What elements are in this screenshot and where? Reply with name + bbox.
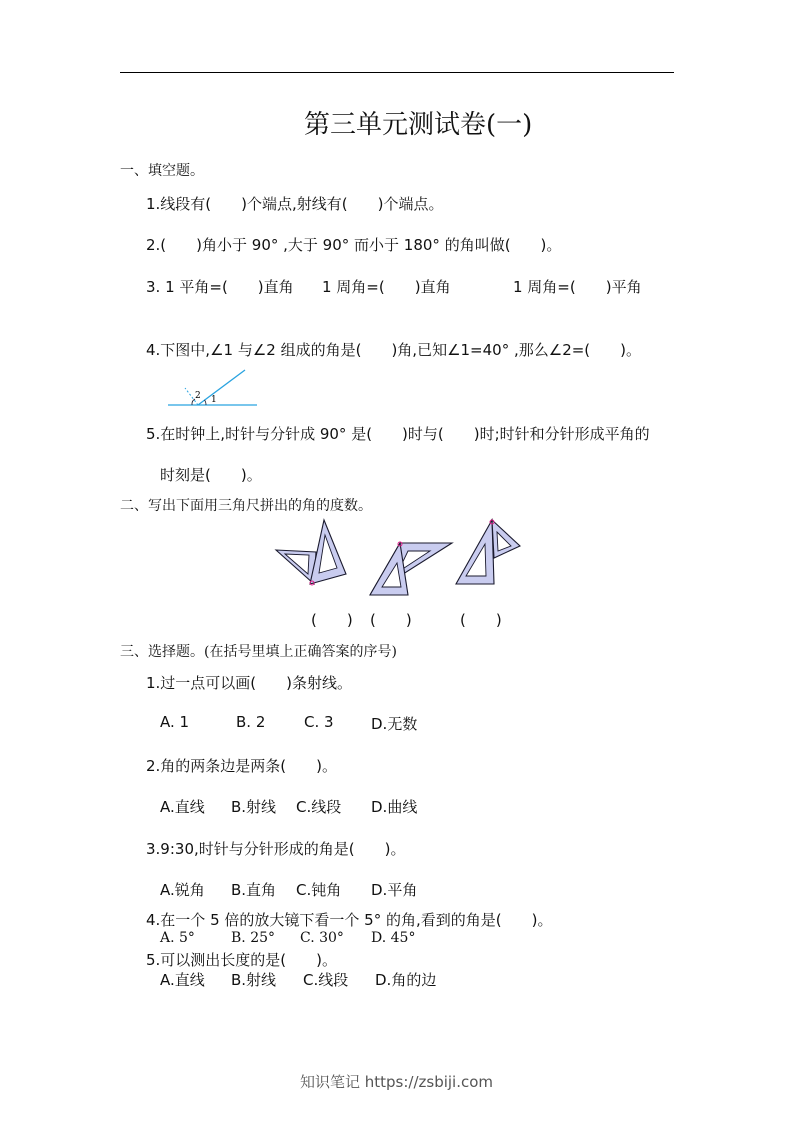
s3-q2-option-a: A.直线 [160, 798, 205, 816]
s1-question-4: 4.下图中,∠1 与∠2 组成的角是( )角,已知∠1=40° ,那么∠2=( )。 [146, 341, 642, 359]
s3-q4-option-b: B. 25° [231, 930, 276, 946]
section2-heading: 二、写出下面用三角尺拼出的角的度数。 [120, 498, 372, 514]
s3-q2-option-c: C.线段 [296, 798, 342, 816]
answer-blank-2: ( ) [370, 611, 412, 629]
ray-line [198, 370, 245, 405]
s3-question-4: 4.在一个 5 倍的放大镜下看一个 5° 的角,看到的角是( )。 [146, 911, 553, 929]
s1-question-2: 2.( )角小于 90° ,大于 90° 而小于 180° 的角叫做( )。 [146, 236, 562, 254]
s3-q2-option-b: B.射线 [231, 798, 277, 816]
s1-question-3c: 1 周角=( )平角 [513, 278, 642, 296]
s3-q5-option-b: B.射线 [231, 971, 277, 989]
s3-question-5: 5.可以测出长度的是( )。 [146, 951, 338, 969]
angle-1-arc [205, 400, 207, 405]
s3-question-3: 3.9:30,时针与分针形成的角是( )。 [146, 840, 406, 858]
header-rule [120, 72, 674, 73]
page-title: 第三单元测试卷(一) [304, 110, 533, 140]
set-square-f [492, 520, 520, 558]
s3-q1-option-d: D.无数 [371, 715, 418, 733]
s3-q4-option-c: C. 30° [300, 930, 344, 946]
s3-q1-option-c: C. 3 [304, 713, 334, 731]
s1-question-1: 1.线段有( )个端点,射线有( )个端点。 [146, 195, 444, 213]
s1-question-3b: 1 周角=( )直角 [322, 278, 451, 296]
angle-figure [165, 366, 265, 410]
s3-q5-option-c: C.线段 [303, 971, 349, 989]
section1-heading: 一、填空题。 [120, 163, 204, 179]
set-square-figure-2 [364, 538, 454, 598]
s3-q1-option-a: A. 1 [160, 713, 190, 731]
answer-blank-3: ( ) [460, 611, 502, 629]
s3-q3-option-d: D.平角 [371, 881, 418, 899]
s3-q3-option-c: C.钝角 [296, 881, 342, 899]
s1-question-5-line2: 时刻是( )。 [160, 466, 262, 484]
set-square-figure-3 [454, 518, 524, 590]
s1-question-5-line1: 5.在时钟上,时针与分针成 90° 是( )时与( )时;时针和分针形成平角的 [146, 425, 650, 443]
answer-blank-1: ( ) [311, 611, 353, 629]
s1-question-3a: 3. 1 平角=( )直角 [146, 278, 294, 296]
set-square-a-hole [285, 554, 309, 574]
set-square-figure-1 [274, 518, 350, 590]
angle-2-label: 2 [195, 391, 201, 401]
s3-q5-option-d: D.角的边 [375, 971, 437, 989]
s3-q3-option-b: B.直角 [231, 881, 277, 899]
s3-question-2: 2.角的两条边是两条( )。 [146, 757, 338, 775]
section3-heading: 三、选择题。(在括号里填上正确答案的序号) [120, 644, 397, 660]
s3-q3-option-a: A.锐角 [160, 881, 205, 899]
s3-question-1: 1.过一点可以画( )条射线。 [146, 674, 353, 692]
s3-q5-option-a: A.直线 [160, 971, 205, 989]
s3-q2-option-d: D.曲线 [371, 798, 418, 816]
s3-q4-option-a: A. 5° [160, 930, 195, 946]
angle-1-label: 1 [211, 395, 217, 405]
footer-watermark: 知识笔记 https://zsbiji.com [299, 1073, 494, 1091]
s3-q1-option-b: B. 2 [236, 713, 266, 731]
s3-q4-option-d: D. 45° [371, 930, 416, 946]
